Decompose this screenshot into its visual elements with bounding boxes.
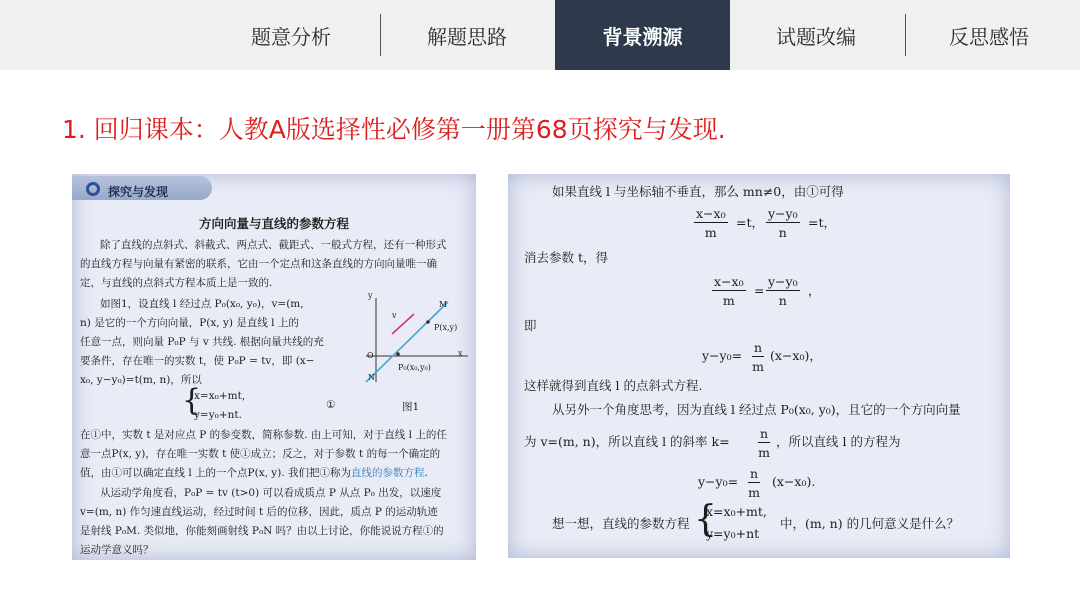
page-title: 方向向量与直线的参数方程 — [198, 216, 349, 231]
equation-tag: ① — [326, 399, 336, 411]
text-line: 从另外一个角度思考，因为直线 l 经过点 P₀(x₀, y₀)，且它的一个方向向量 — [552, 402, 961, 417]
fraction — [758, 426, 770, 460]
fraction — [766, 274, 800, 308]
equation-text: =t， — [736, 215, 764, 230]
fig-label-p: P(x,y) — [434, 323, 458, 332]
denominator: m — [722, 293, 735, 308]
equation-text: y−y₀= — [702, 348, 743, 363]
equation-line: x=x₀+mt, — [706, 504, 767, 519]
text-line: 在①中，实数 t 是对应点 P 的参变数，简称参数. 由上可知，对于直线 l 上的任 — [80, 429, 447, 441]
equation-text: =t， — [808, 215, 836, 230]
text-line: 任意一点，则向量 P₀P 与 v 共线. 根据向量共线的充 — [80, 336, 324, 348]
equation-text: (x−x₀)， — [770, 348, 822, 363]
section-banner — [72, 176, 212, 200]
fraction — [766, 206, 800, 240]
figure-1-diagram — [362, 290, 472, 390]
tab-label: 解题思路 — [427, 24, 507, 49]
tab-background-source[interactable] — [555, 0, 730, 70]
textbook-page-left — [72, 174, 476, 560]
text-line: 想一想，直线的参数方程 — [552, 516, 690, 531]
text-segment: . — [424, 467, 428, 479]
equation-text: ， — [808, 283, 821, 298]
text-line: 除了直线的点斜式、斜截式、两点式、截距式、一般式方程，还有一种形式 — [100, 239, 447, 251]
denominator: m — [704, 225, 717, 240]
text-line: 从运动学角度看，P₀P = tv (t>0) 可以看成质点 P 从点 P₀ 出发，以速度 — [100, 487, 442, 499]
numerator: n — [750, 466, 759, 481]
fraction — [694, 206, 728, 240]
tab-label: 背景溯源 — [602, 24, 683, 49]
numerator: y−y₀ — [768, 206, 798, 221]
system-brace: { — [694, 499, 717, 540]
tab-problem-adaptation[interactable] — [757, 0, 875, 70]
tab-divider — [380, 14, 381, 56]
text-line: n) 是它的一个方向向量，P(x, y) 是直线 l 上的 — [80, 317, 299, 329]
fig-label-o: O — [367, 351, 374, 360]
equation-line: x=x₀+mt, — [194, 390, 246, 402]
text-line: ，所以直线 l 的方程为 — [776, 434, 901, 449]
text-line: 为 v=(m, n)，所以直线 l 的斜率 k= — [524, 434, 730, 449]
spiral-icon — [86, 182, 100, 196]
tab-label: 题意分析 — [251, 24, 331, 49]
tab-solution-approach[interactable] — [408, 0, 526, 70]
text-line: x₀, y−y₀)=t(m, n)，所以 — [80, 374, 202, 386]
denominator: n — [778, 225, 787, 240]
fig-label-y: y — [368, 291, 373, 300]
text-segment: 值，由①可以确定直线 l 上的一个点P(x, y). 我们把①称为 — [80, 467, 351, 479]
fig-label-v: v — [392, 311, 397, 320]
equation-text: = — [754, 283, 765, 298]
text-line: v=(m, n) 作匀速直线运动，经过时间 t 后的位移，因此，质点 P 的运动轨迹 — [80, 506, 438, 518]
text-line: 中，(m, n) 的几何意义是什么？ — [780, 516, 960, 531]
denominator: n — [778, 293, 787, 308]
denominator: m — [748, 485, 760, 500]
numerator: x−x₀ — [714, 274, 744, 289]
fraction — [752, 340, 764, 374]
text-line: 的直线方程与向量有紧密的联系，它由一个定点和这条直线的方向向量唯一确 — [80, 258, 437, 270]
denominator: m — [752, 359, 764, 374]
system-brace: { — [182, 383, 202, 418]
text-line: 消去参数 t，得 — [524, 250, 608, 265]
text-line: 意一点P(x, y)，存在唯一实数 t 使①成立；反之，对于参数 t 的每一个确定的 — [80, 448, 441, 460]
tab-label: 反思感悟 — [949, 24, 1029, 49]
text-line: 运动学意义吗？ — [80, 544, 154, 556]
text-line: 如果直线 l 与坐标轴不垂直，那么 mn≠0，由①可得 — [552, 184, 844, 199]
section-heading: 1. 回归课本：人教A版选择性必修第一册第68页探究与发现. — [62, 115, 726, 144]
fraction — [712, 274, 746, 308]
highlighted-term: 直线的参数方程 — [351, 467, 425, 479]
numerator: n — [754, 340, 763, 355]
equation-line: y=y₀+nt — [706, 526, 760, 541]
tab-reflection[interactable] — [930, 0, 1048, 70]
text-line: 即 — [524, 318, 537, 333]
tab-label: 试题改编 — [776, 24, 856, 49]
equation-line: y=y₀+nt. — [194, 409, 242, 421]
tab-problem-analysis[interactable] — [232, 0, 350, 70]
fig-label-m: M — [439, 300, 448, 309]
text-line: 要条件，存在唯一的实数 t，使 P₀P = tv，即 (x− — [80, 355, 315, 367]
numerator: n — [760, 426, 769, 441]
point-p0 — [396, 352, 400, 356]
figure-caption: 图1 — [402, 401, 420, 413]
textbook-page-right — [508, 174, 1010, 558]
fraction — [748, 466, 760, 500]
fig-label-n: N — [368, 373, 375, 382]
numerator: y−y₀ — [768, 274, 798, 289]
text-line: 是射线 P₀M. 类似地，你能刻画射线 P₀N 吗？由以上讨论，你能说说方程①的 — [80, 525, 444, 537]
denominator: m — [758, 445, 770, 460]
text-line — [80, 468, 428, 479]
tab-divider — [905, 14, 906, 56]
text-line: 定，与直线的点斜式方程本质上是一致的. — [80, 277, 273, 289]
top-navigation — [0, 0, 1080, 70]
fig-label-p0: P₀(x₀,y₀) — [398, 363, 431, 372]
equation-text: (x−x₀). — [772, 474, 816, 489]
text-line: 这样就得到直线 l 的点斜式方程. — [524, 378, 703, 393]
point-p — [426, 320, 430, 324]
numerator: x−x₀ — [696, 206, 726, 221]
fig-label-x: x — [458, 349, 463, 358]
banner-label: 探究与发现 — [108, 185, 169, 199]
equation-text: y−y₀= — [698, 474, 739, 489]
text-line: 如图1，设直线 l 经过点 P₀(x₀, y₀)，v=(m, — [100, 298, 304, 310]
